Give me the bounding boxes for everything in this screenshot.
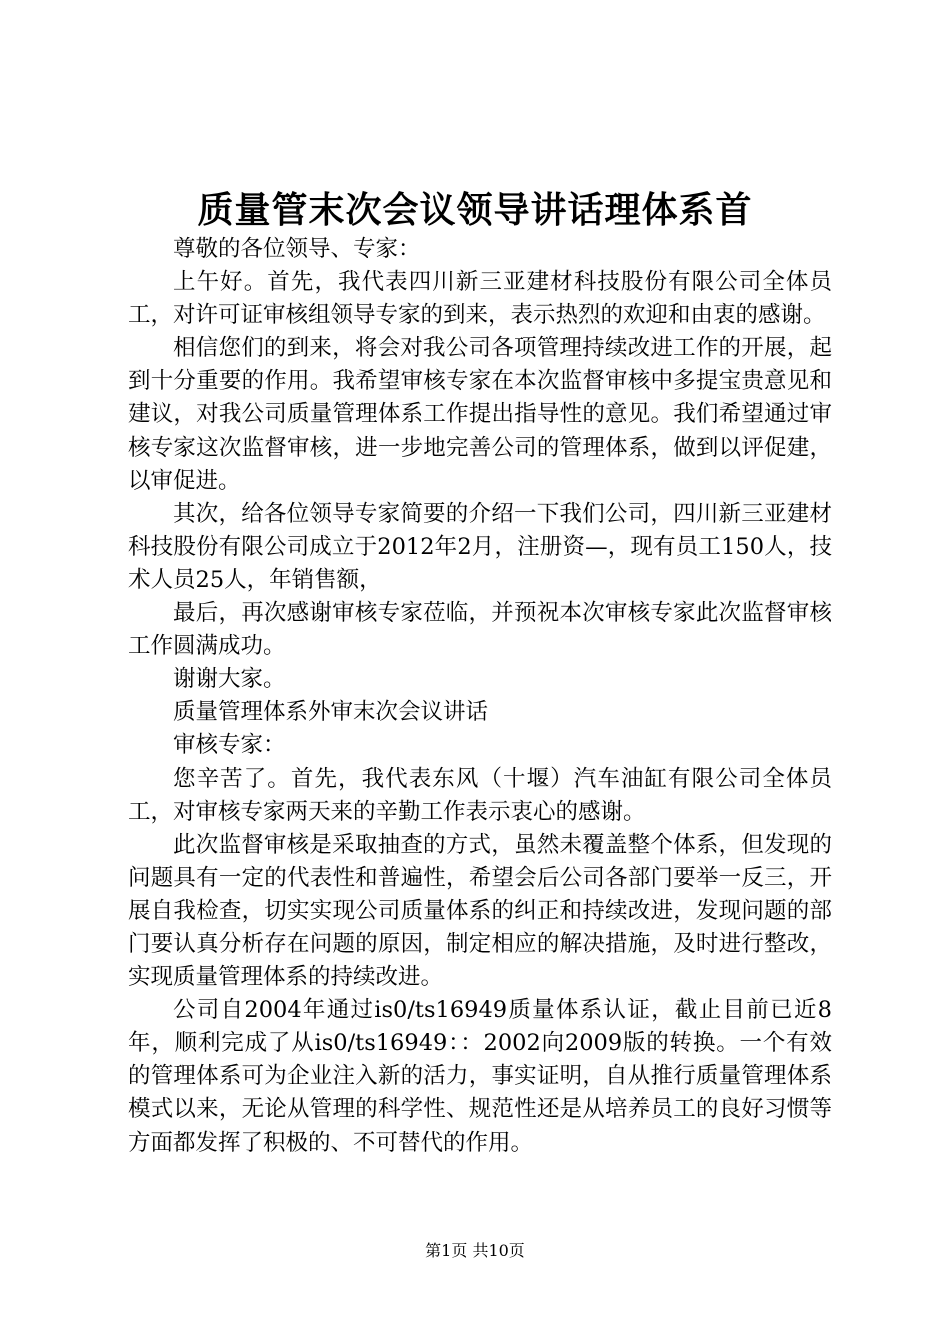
paragraph: 尊敬的各位领导、专家： [173, 236, 421, 262]
paragraph: 谢谢大家。 [173, 666, 286, 693]
document-title: 质量管末次会议领导讲话理体系首 [197, 189, 753, 231]
paragraph: 其次，给各位领导专家简要的介绍一下我们公司，四川新三亚建材科技股份有限公司成立于2012年2月，注册资—，现有员工150人，技术人员25人，年销售额， [128, 500, 832, 593]
paragraph: 上午好。首先，我代表四川新三亚建材科技股份有限公司全体员工，对许可证审核组领导专家的到来，表示热烈的欢迎和由衷的感谢。 [128, 269, 832, 329]
page-footer: 第1页 共10页 [425, 1241, 525, 1260]
paragraph: 最后，再次感谢审核专家莅临，并预祝本次审核专家此次监督审核工作圆满成功。 [128, 600, 832, 660]
paragraph: 公司自2004年通过is0/ts16949质量体系认证，截止目前已近8年，顺利完成了从is0/ts16949：：2002向2009版的转换。一个有效的管理体系可为企业注入新的活力，事实证明，自从推行质量管理体系模式以来，无论从管理的科学性、规范性还是从培养员工的良好习惯等方面都发挥了积极的、不可替代的作用。 [128, 997, 832, 1156]
paragraph: 审核专家： [173, 732, 286, 759]
paragraph: 质量管理体系外审末次会议讲话 [173, 699, 489, 726]
document-body [128, 233, 832, 1160]
paragraph: 相信您们的到来，将会对我公司各项管理持续改进工作的开展，起到十分重要的作用。我希望审核专家在本次监督审核中多提宝贵意见和建议，对我公司质量管理体系工作提出指导性的意见。我们希望通过审核专家这次监督审核，进一步地完善公司的管理体系，做到以评促建，以审促进。 [128, 335, 832, 494]
paragraph: 您辛苦了。首先，我代表东风（十堰）汽车油缸有限公司全体员工，对审核专家两天来的辛勤工作表示衷心的感谢。 [128, 765, 832, 825]
paragraph: 此次监督审核是采取抽查的方式，虽然未覆盖整个体系，但发现的问题具有一定的代表性和普遍性，希望会后公司各部门要举一反三，开展自我检查，切实实现公司质量体系的纠正和持续改进，发现问题的部门要认真分析存在问题的原因，制定相应的解决措施，及时进行整改，实现质量管理体系的持续改进。 [128, 831, 832, 991]
